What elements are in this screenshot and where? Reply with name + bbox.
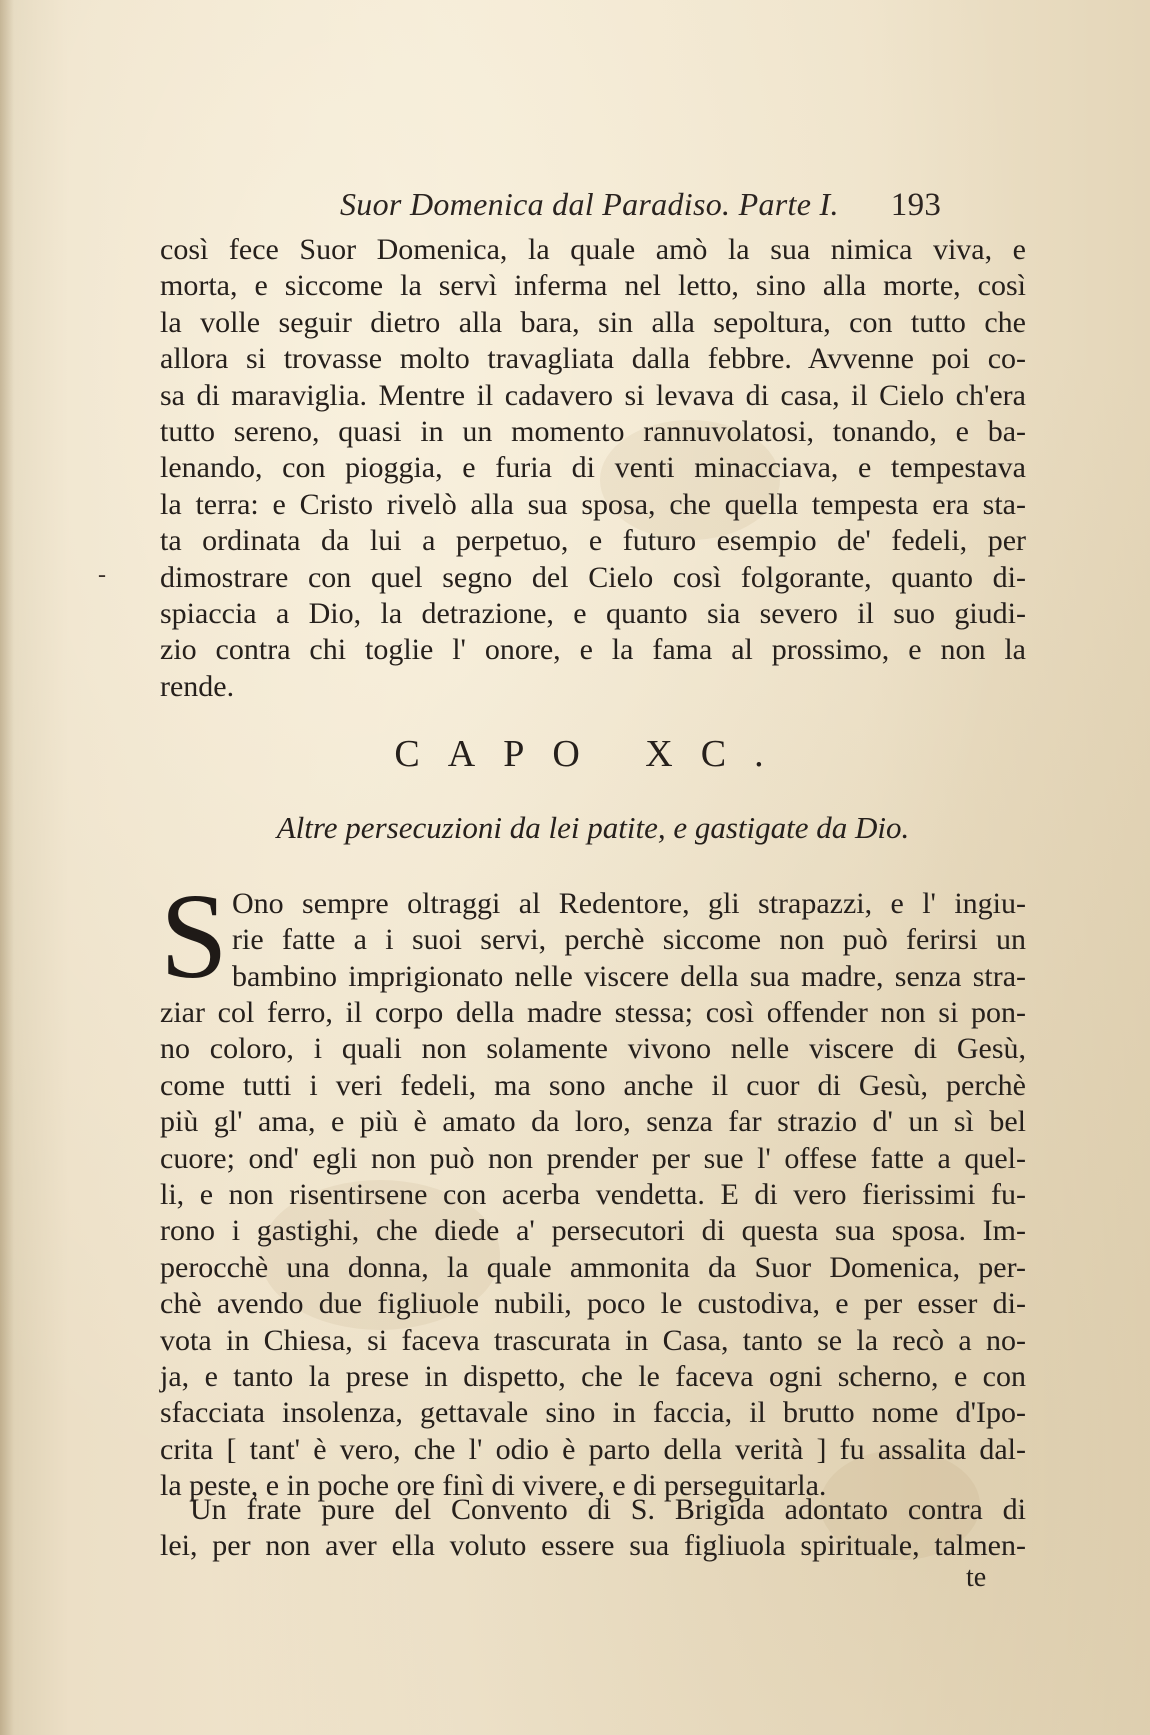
catchword: te (966, 1562, 987, 1593)
text-line: tutto sereno, quasi in un momento rannuvolatosi, tonando, e ba- (160, 414, 1026, 448)
text-line: più gl' ama, e più è amato da loro, senza far strazio d' un sì bel (160, 1105, 1026, 1139)
text-line: bambino imprigionato nelle viscere della sua madre, senza stra- (232, 959, 1026, 993)
chapter-heading: CAPO XC. (394, 733, 792, 775)
text-line: ja, e tanto la prese in dispetto, che le faceva ogni scherno, e con (160, 1359, 1026, 1393)
text-line: lei, per non aver ella voluto essere sua figliuola spirituale, talmen- (160, 1529, 1026, 1563)
text-line: Ono sempre oltraggi al Redentore, gli strapazzi, e l' ingiu- (232, 887, 1026, 920)
text-line: così fece Suor Domenica, la quale amò la sua nimica viva, e (160, 233, 1026, 266)
text-line: Un frate pure del Convento di S. Brigida adontato contra di (190, 1493, 1026, 1526)
text-line: lenando, con pioggia, e furia di venti minacciava, e tempestava (160, 451, 1026, 485)
main-paragraph (160, 995, 1026, 1504)
margin-mark: - (98, 562, 106, 588)
text-line: rono i gastighi, che diede a' persecutori di questa sua sposa. Im- (160, 1214, 1026, 1248)
text-line: crita [ tant' è vero, che l' odio è parto della verità ] fu assalita dal- (160, 1432, 1026, 1466)
text-line: chè avendo due figliuole nubili, poco le custodiva, e per esser di- (160, 1287, 1026, 1321)
text-line: vota in Chiesa, si faceva trascurata in Casa, tanto se la recò a no- (160, 1323, 1026, 1357)
text-line: la terra: e Cristo rivelò alla sua sposa, che quella tempesta era sta- (160, 487, 1026, 521)
text-line: perocchè una donna, la quale ammonita da Suor Domenica, per- (160, 1250, 1026, 1284)
running-head (340, 186, 1040, 224)
text-line: li, e non risentirsene con acerba vendetta. E di vero fierissimi fu- (160, 1177, 1026, 1211)
drop-cap: S (160, 869, 228, 1004)
text-line: spiaccia a Dio, la detrazione, e quanto sia severo il suo giudi- (160, 596, 1026, 630)
text-line: allora si trovasse molto travagliata dalla febbre. Avvenne poi co- (160, 342, 1026, 376)
text-line: come tutti i veri fedeli, ma sono anche il cuor di Gesù, perchè (160, 1068, 1026, 1102)
text-line: cuore; ond' egli non può non prender per sue l' offese fatte a quel- (160, 1141, 1026, 1175)
text-line: dimostrare con quel segno del Cielo così folgorante, quanto di- (160, 560, 1026, 594)
page-edge-shadow (0, 0, 14, 1735)
text-line: la volle seguir dietro alla bara, sin alla sepoltura, con tutto che (160, 305, 1026, 339)
page-number: 193 (890, 187, 942, 223)
drop-cap-lines (232, 886, 1026, 995)
text-line: no coloro, i quali non solamente vivono nelle viscere di Gesù, (160, 1032, 1026, 1066)
text-line: ziar col ferro, il corpo della madre stessa; così offender non si pon- (160, 996, 1026, 1029)
text-line: zio contra chi toglie l' onore, e la fama al prossimo, e non la (160, 633, 1026, 667)
text-line: la peste, e in poche ore finì di vivere, e di perseguitarla. (160, 1469, 827, 1503)
text-line: sa di maraviglia. Mentre il cadavero si levava di casa, il Cielo ch'era (160, 378, 1026, 412)
text-line: rie fatte a i suoi servi, perchè siccome non può ferirsi un (232, 923, 1026, 957)
top-paragraph (160, 232, 1026, 705)
text-line: rende. (160, 669, 235, 703)
running-title: Suor Domenica dal Paradiso. Parte I. (340, 186, 839, 222)
text-line: ta ordinata da lui a perpetuo, e futuro esempio de' fedeli, per (160, 524, 1026, 558)
final-paragraph (160, 1492, 1026, 1565)
text-line: sfacciata insolenza, gettavale sino in faccia, il brutto nome d'Ipo- (160, 1396, 1026, 1430)
text-line: morta, e siccome la servì inferma nel letto, sino alla morte, così (160, 269, 1026, 303)
chapter-subtitle: Altre persecuzioni da lei patite, e gastigate da Dio. (276, 810, 910, 845)
